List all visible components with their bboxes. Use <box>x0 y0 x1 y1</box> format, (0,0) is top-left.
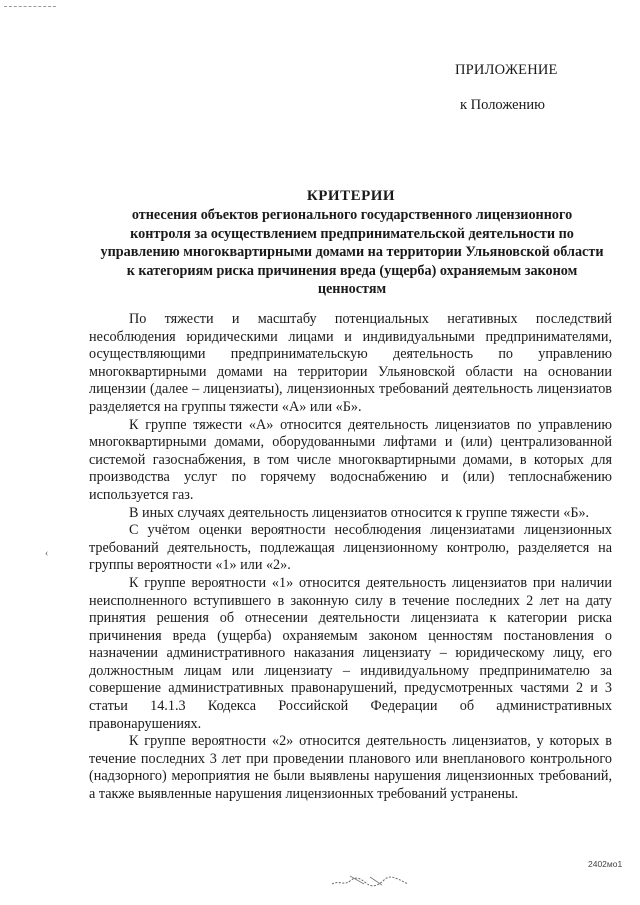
scan-margin-mark <box>4 6 56 7</box>
appendix-reference: к Положению <box>460 97 545 113</box>
appendix-label: ПРИЛОЖЕНИЕ <box>455 62 558 78</box>
document-body <box>89 311 612 804</box>
paragraph-probability-group-1: К группе вероятности «1» относится деятельность лицензиатов при наличии неисполненного вступившего в законную силу в течение последних 2 лет на дату принятия решения об отнесении деятельности лицензиата к категории риска причинения вреда (ущерба) охраняемым законом ценностям постановления о назначении административного наказания лицензиату – юридическому лицу, его должностным лицам или лицензиату – индивидуальному предпринимателю за совершение административных правонарушений, предусмотренных частями 2 и 3 статьи 14.1.3 Кодекса Российской Федерации об административных правонарушениях. <box>89 574 612 732</box>
paragraph-severity-group-b: В иных случаях деятельность лицензиатов относится к группе тяжести «Б». <box>129 504 590 521</box>
paragraph-severity-groups: По тяжести и масштабу потенциальных негативных последствий несоблюдения юридическими лицами и индивидуальными предпринимателями, осуществляющими предпринимательскую деятельность по управлению многоквартирными домами на территории Ульяновской области на основании лицензии (далее – лицензиаты), лицензионных требований деятельность лицензиатов разделяется на группы тяжести «А» или «Б». <box>89 311 612 415</box>
paragraph-probability-groups: С учётом оценки вероятности несоблюдения лицензиатами лицензионных требований деятельность, подлежащая лицензионному контролю, разделяется на группы вероятности «1» или «2». <box>89 522 612 574</box>
paragraph-severity-group-a: К группе тяжести «А» относится деятельность лицензиатов по управлению многоквартирными домами, оборудованными лифтами и (или) централизованной системой газоснабжения, в том числе многоквартирными домами, в которых для производства услуг по горячему водоснабжению и (или) теплоснабжению используется газ. <box>89 416 612 503</box>
paragraph-probability-group-2: К группе вероятности «2» относится деятельность лицензиатов, у которых в течение последних 3 лет при проведении планового или внепланового контрольного (надзорного) мероприятия не были выявлены нарушения лицензионных требований, а также выявленные нарушения лицензионных требований устранены. <box>89 733 612 803</box>
document-code: 2402мо1 <box>588 859 623 869</box>
margin-tick-mark: ‹ <box>45 548 49 559</box>
signature-scribble <box>330 872 410 890</box>
document-subtitle: отнесения объектов регионального государственного лицензионного контроля за осуществлением предпринимательской деятельности по управлению многоквартирными домами на территории Ульяновской области к категориям риска причинения вреда (ущерба) охраняемым законом ценностям <box>100 207 604 297</box>
document-title: КРИТЕРИИ <box>306 188 396 204</box>
